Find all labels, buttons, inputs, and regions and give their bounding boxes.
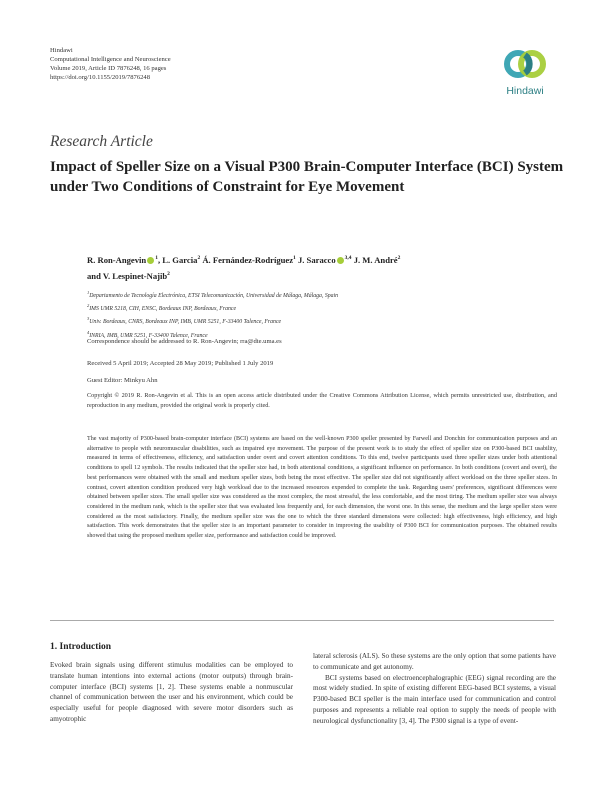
- journal-name: Computational Intelligence and Neuroscience: [50, 56, 171, 63]
- author[interactable]: Á. Fernández-Rodríguez$^1$: [202, 254, 296, 265]
- hindawi-logo-icon: [503, 44, 547, 84]
- publication-dates: Received 5 April 2019; Accepted 28 May 2019; Published 1 July 2019: [87, 360, 274, 367]
- orcid-icon[interactable]: [147, 257, 154, 264]
- author[interactable]: J. Saracco $^{3,4}$: [297, 254, 352, 265]
- article-type: Research Article: [50, 133, 153, 150]
- article-title: Impact of Speller Size on a Visual P300 Brain-Computer Interface (BCI) System under Two Conditions of Constraint for Eye Movement: [50, 159, 564, 195]
- logo-wordmark: Hindawi: [506, 85, 544, 97]
- author-list: [87, 251, 557, 283]
- section-divider: [50, 620, 554, 621]
- orcid-icon[interactable]: [337, 257, 344, 264]
- abstract: The vast majority of P300-based brain-computer interface (BCI) systems are based on the well-known P300 speller presented by Farwell and Donchin for communication purposes and an alternative to people with neuromuscular disabilities, such as impaired eye movement. The purpose of the present work is to study the effect of speller size on P300-based BCI usability, measured in terms of effectiveness, efficiency, and satisfaction under overt and covert attention conditions. To this end, twelve participants used three speller sizes under both attentional conditions to spell 12 symbols. The results indicated that the speller size had, in both attentional conditions, a significant influence on performance. In both conditions (covert and overt), the best performances were obtained with the small and medium speller sizes, both being the most effective. The speller size did not significantly affect workload on the three speller sizes. In contrast, covert attention condition produced very high workload due to the increased resources expended to complete the task. Regarding users' preferences, significant differences were obtained between speller sizes. The small speller size was considered as the most complex, the most stressful, the less comfortable, and the most tiring. The medium speller size was always considered in the medium rank, which is the speller size that was evaluated less frequently and, for each dimension, the worst one. In this sense, the medium and the large speller sizes were considered as the most satisfactory. Finally, the medium speller size was the one to which the three standard dimensions were collected: high effectiveness, high efficiency, and high satisfaction. This work demonstrates that the speller size is an important parameter to consider in improving the usability of P300 BCI for communication purposes. The obtained results showed that using the proposed medium speller size, performance and satisfaction could be improved.: [87, 436, 557, 540]
- guest-editor: Guest Editor: Minkyu Ahn: [87, 377, 158, 384]
- volume-info: Volume 2019, Article ID 7876248, 16 pages: [50, 65, 167, 72]
- author[interactable]: J. M. André$^2$: [353, 254, 401, 265]
- author[interactable]: R. Ron-Angevin $^1$,: [87, 254, 163, 265]
- affiliation: $^1$Departamento de Tecnología Electrónica, ETSI Telecomunicación, Universidad de Málaga, Málaga, Spain: [87, 290, 339, 299]
- journal-meta: [50, 46, 171, 82]
- correspondence-line: Correspondence should be addressed to R. Ron-Angevin; rra@dte.uma.es: [87, 338, 282, 345]
- body-paragraph: BCI systems based on electroencephalographic (EEG) signal recording are the most widely studied. In spite of existing different EEG-based BCI systems, a visual P300-based BCI speller is the main interface used for communication and control purposes and represents a reliable real option to supply the needs of people with neurological dysfunctionality [3, 4]. The P300 signal is a type of event-: [313, 673, 556, 725]
- doi-link[interactable]: https://doi.org/10.1155/2019/7876248: [50, 74, 151, 81]
- left-column: [50, 642, 293, 725]
- affiliation: $^4$INRIA, IMB, UMR 5251, F-33400 Talence, France: [87, 329, 208, 339]
- author[interactable]: and V. Lespinet-Najib$^2$: [87, 270, 170, 281]
- section-heading: 1. Introduction: [50, 642, 112, 652]
- affiliation: $^3$Univ. Bordeaux, CNRS, Bordeaux INP, IMB, UMR 5251, F-33400 Talence, France: [87, 316, 282, 326]
- author[interactable]: L. Garcia$^2$: [162, 254, 201, 265]
- right-column: [313, 651, 556, 727]
- body-paragraph: lateral sclerosis (ALS). So these systems are the only option that some patients have to communicate and get autonomy.: [313, 652, 556, 671]
- hindawi-logo: [497, 44, 553, 106]
- affiliation: $^2$IMS UMR 5218, CIH, ENSC, Bordeaux INP, Bordeaux, France: [87, 303, 237, 313]
- publisher-name: Hindawi: [50, 47, 73, 54]
- copyright-notice: Copyright © 2019 R. Ron-Angevin et al. This is an open access article distributed under the Creative Commons Attribution License, which permits unrestricted use, distribution, and reproduction in any medium, provided the original work is properly cited.: [87, 392, 557, 409]
- affiliation-list: [87, 288, 557, 341]
- body-paragraph: Evoked brain signals using different stimulus modalities can be employed to translate human intentions into external actions (motor outputs) through brain-computer interface (BCI) systems [1, 2]. These systems enable a nonmuscular channel of communication between the user and his environment, which could be especially useful for people diagnosed with severe motor disorders such as amyotrophic: [50, 661, 293, 723]
